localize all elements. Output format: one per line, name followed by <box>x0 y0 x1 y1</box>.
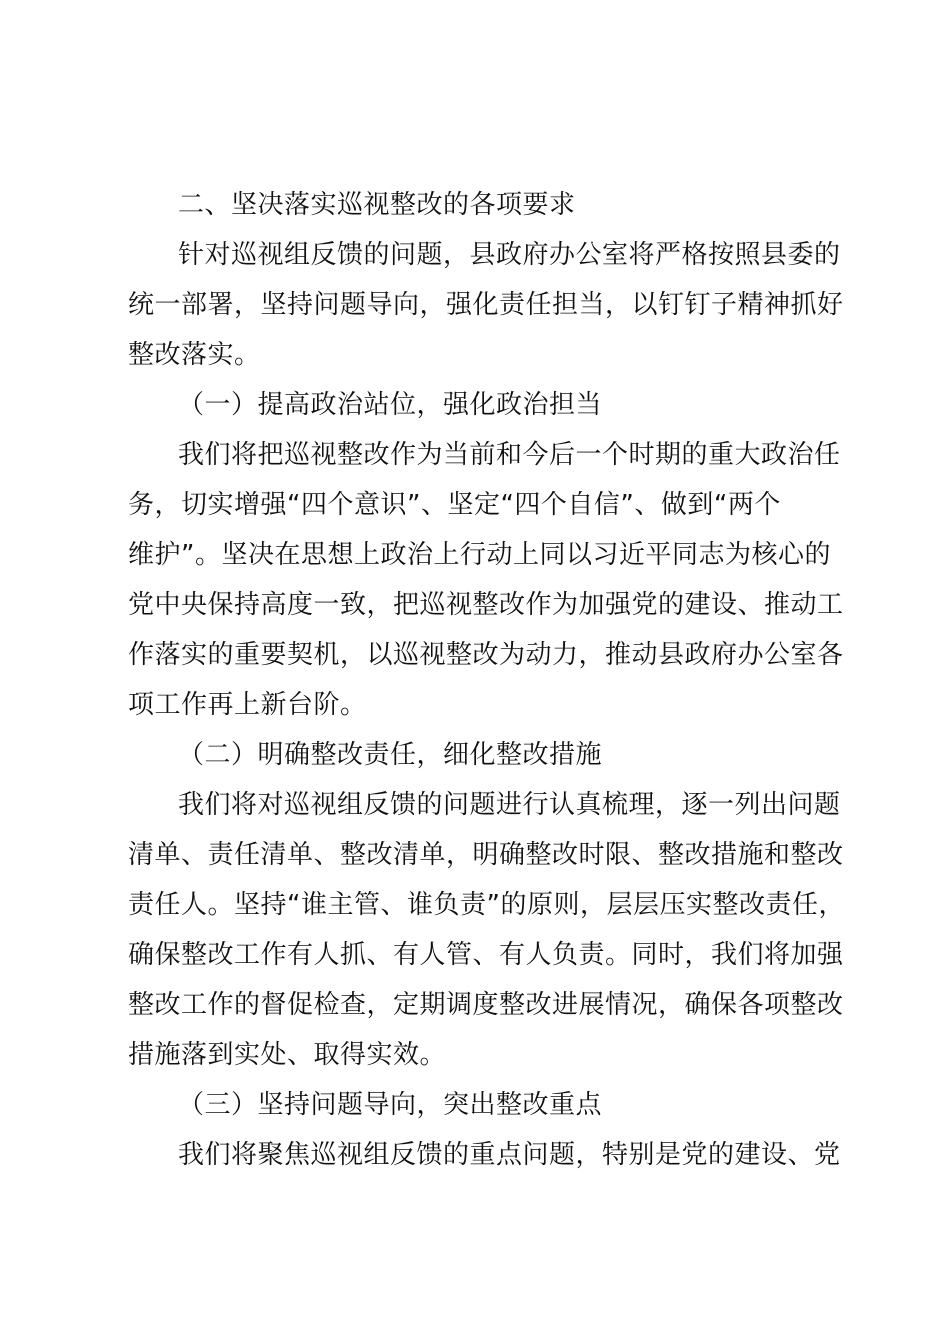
paragraph-line: 我们将对巡视组反馈的问题进行认真梳理，逐一列出问题 <box>178 790 841 820</box>
paragraph-line: 作落实的重要契机，以巡视整改为动力，推动县政府办公室各 <box>128 640 844 670</box>
paragraph-line: 责任人。坚持“谁主管、谁负责”的原则，层层压实整改责任， <box>128 890 845 920</box>
subsection-heading: （二）明确整改责任，细化整改措施 <box>178 740 603 770</box>
subsection-heading: （三）坚持问题导向，突出整改重点 <box>178 1090 603 1120</box>
paragraph-line: 确保整改工作有人抓、有人管、有人负责。同时，我们将加强 <box>128 940 844 970</box>
paragraph-line: 务，切实增强“四个意识”、坚定“四个自信”、做到“两个 <box>128 490 781 520</box>
paragraph-line: 项工作再上新台阶。 <box>128 690 367 720</box>
paragraph-line: 清单、责任清单、整改清单，明确整改时限、整改措施和整改 <box>128 840 844 870</box>
paragraph-line: 整改落实。 <box>128 340 261 370</box>
paragraph-line: 维护”。坚决在思想上政治上行动上同以习近平同志为核心的 <box>128 540 831 570</box>
paragraph-line: 措施落到实处、取得实效。 <box>128 1040 447 1070</box>
paragraph-line: 统一部署，坚持问题导向，强化责任担当，以钉钉子精神抓好 <box>128 290 844 320</box>
paragraph-line: 党中央保持高度一致，把巡视整改作为加强党的建设、推动工 <box>128 590 844 620</box>
paragraph-line: 我们将聚焦巡视组反馈的重点问题，特别是党的建设、党 <box>178 1140 841 1170</box>
section-heading: 二、坚决落实巡视整改的各项要求 <box>178 190 576 220</box>
subsection-heading: （一）提高政治站位，强化政治担当 <box>178 390 603 420</box>
paragraph-line: 我们将把巡视整改作为当前和今后一个时期的重大政治任 <box>178 440 841 470</box>
paragraph-line: 针对巡视组反馈的问题，县政府办公室将严格按照县委的 <box>178 240 841 270</box>
paragraph-line: 整改工作的督促检查，定期调度整改进展情况，确保各项整改 <box>128 990 844 1020</box>
